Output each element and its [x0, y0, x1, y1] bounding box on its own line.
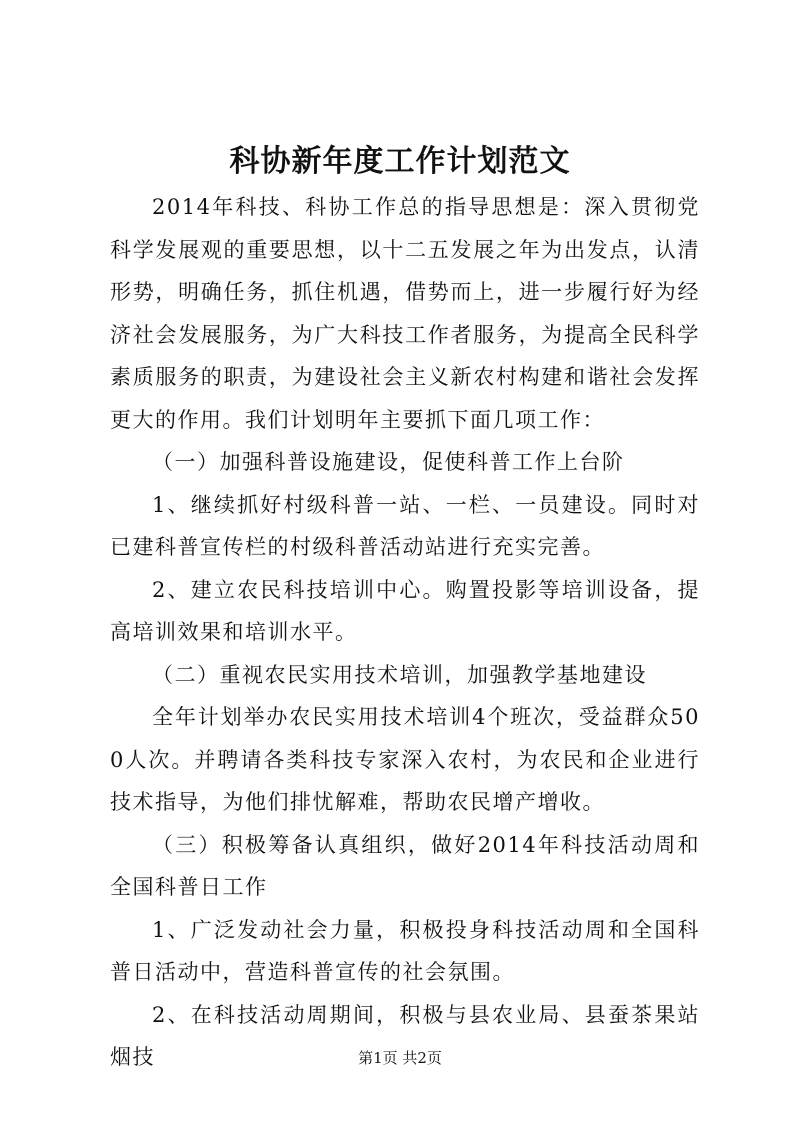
paragraph-guiding-thought: 2014年科技、科协工作总的指导思想是：深入贯彻党科学发展观的重要思想，以十二五发展之年为出发点，认清形势，明确任务，抓住机遇，借势而上，进一步履行好为经济社会发展服务，为广大科技工作者服务，为提高全民科学素质服务的职责，为建设社会主义新农村构建和谐社会发挥更大的作用。我们计划明年主要抓下面几项工作：: [110, 195, 700, 432]
document-body: [110, 186, 700, 1079]
paragraph-item-3-2: 2、在科技活动周期间，积极与县农业局、县蚕茶果站烟技: [110, 1002, 700, 1069]
page-number-footer: 第1页 共2页: [358, 1049, 442, 1067]
document-title: 科协新年度工作计划范文: [229, 144, 571, 179]
section-heading-3: （三）积极筹备认真组织，做好2014年科技活动周和全国科普日工作: [110, 832, 700, 899]
section-heading-1: （一）加强科普设施建设，促使科普工作上台阶: [152, 450, 625, 474]
paragraph-item-1-2: 2、建立农民科技培训中心。购置投影等培训设备，提高培训效果和培训水平。: [110, 577, 700, 644]
paragraph-training-plan: 全年计划举办农民实用技术培训4个班次，受益群众500人次。并聘请各类科技专家深入农村，为农民和企业进行技术指导，为他们排忧解难，帮助农民增产增收。: [110, 705, 700, 814]
paragraph-item-1-1: 1、继续抓好村级科普一站、一栏、一员建设。同时对已建科普宣传栏的村级科普活动站进行充实完善。: [110, 492, 700, 559]
paragraph-item-3-1: 1、广泛发动社会力量，积极投身科技活动周和全国科普日活动中，营造科普宣传的社会氛围。: [110, 917, 700, 984]
section-heading-2: （二）重视农民实用技术培训，加强教学基地建设: [152, 662, 647, 687]
